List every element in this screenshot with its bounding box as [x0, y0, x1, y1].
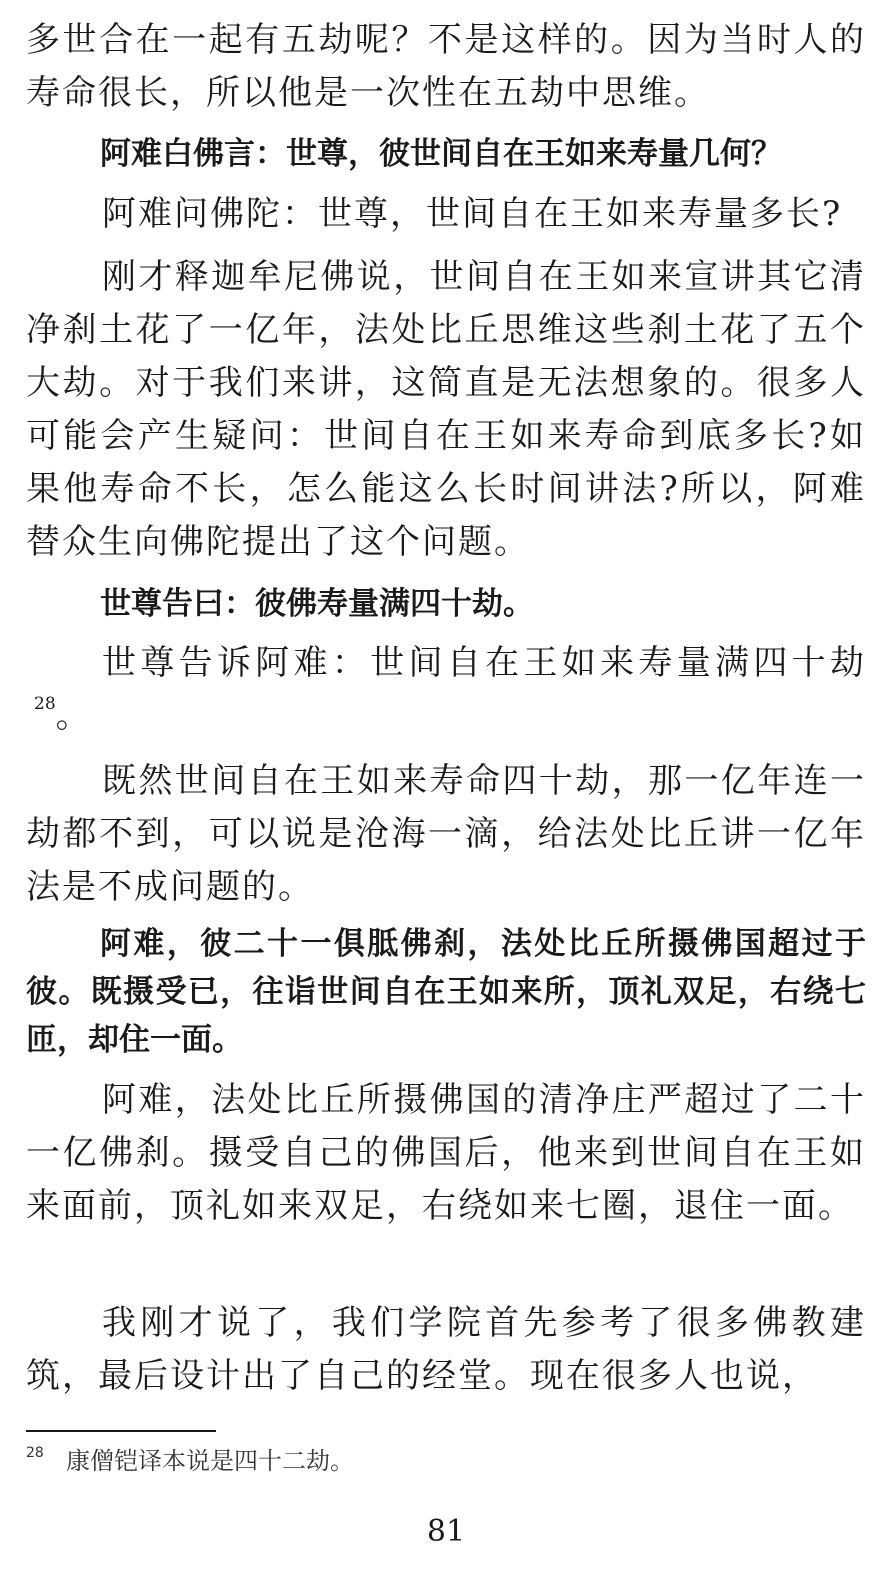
footnote-text: 康僧铠译本说是四十二劫。 [66, 1447, 354, 1475]
page-number: 81 [426, 1514, 466, 1549]
footnote-divider [26, 1430, 216, 1432]
paragraph-translation-2-end: 。 [55, 696, 92, 736]
paragraph-translation-2-text: 世尊告诉阿难：世间自在王如来寿量满四十劫 [102, 643, 866, 683]
footnote: 28 康僧铠译本说是四十二劫。 [26, 1445, 354, 1475]
sutra-quote-2: 世尊告曰：彼佛寿量满四十劫。 [100, 586, 534, 622]
paragraph-commentary-3: 既然世间自在王如来寿命四十劫，那一亿年连一劫都不到，可以说是沧海一滴，给法处比丘讲一亿年法是不成问题的。 [26, 761, 866, 907]
footnote-reference[interactable]: 28 [34, 694, 56, 714]
paragraph-commentary-4: 我刚才说了，我们学院首先参考了很多佛教建筑，最后设计出了自己的经堂。现在很多人也说， [26, 1303, 866, 1396]
book-page [26, 0, 866, 1588]
paragraph-translation-3: 阿难，法处比丘所摄佛国的清净庄严超过了二十一亿佛刹。摄受自己的佛国后，他来到世间自在王如来面前，顶礼如来双足，右绕如来七圈，退住一面。 [26, 1080, 866, 1226]
paragraph-commentary-1: 多世合在一起有五劫呢？不是这样的。因为当时人的寿命很长，所以他是一次性在五劫中思维。 [26, 20, 866, 113]
paragraph-translation-1: 阿难问佛陀：世尊，世间自在王如来寿量多长? [102, 194, 843, 234]
sutra-quote-1: 阿难白佛言：世尊，彼世间自在王如来寿量几何？ [100, 136, 782, 172]
paragraph-translation-2 [26, 637, 866, 743]
sutra-quote-3: 阿难，彼二十一俱胝佛刹，法处比丘所摄佛国超过于彼。既摄受已，往诣世间自在王如来所，顶礼双足，右绕七匝，却住一面。 [26, 926, 866, 1058]
paragraph-commentary-2: 刚才释迦牟尼佛说，世间自在王如来宣讲其它清净刹土花了一亿年，法处比丘思维这些刹土花了五个大劫。对于我们来讲，这简直是无法想象的。很多人可能会产生疑问：世间自在王如来寿命到底多长?如果他寿命不长，怎么能这么长时间讲法?所以，阿难替众生向佛陀提出了这个问题。 [26, 257, 866, 562]
